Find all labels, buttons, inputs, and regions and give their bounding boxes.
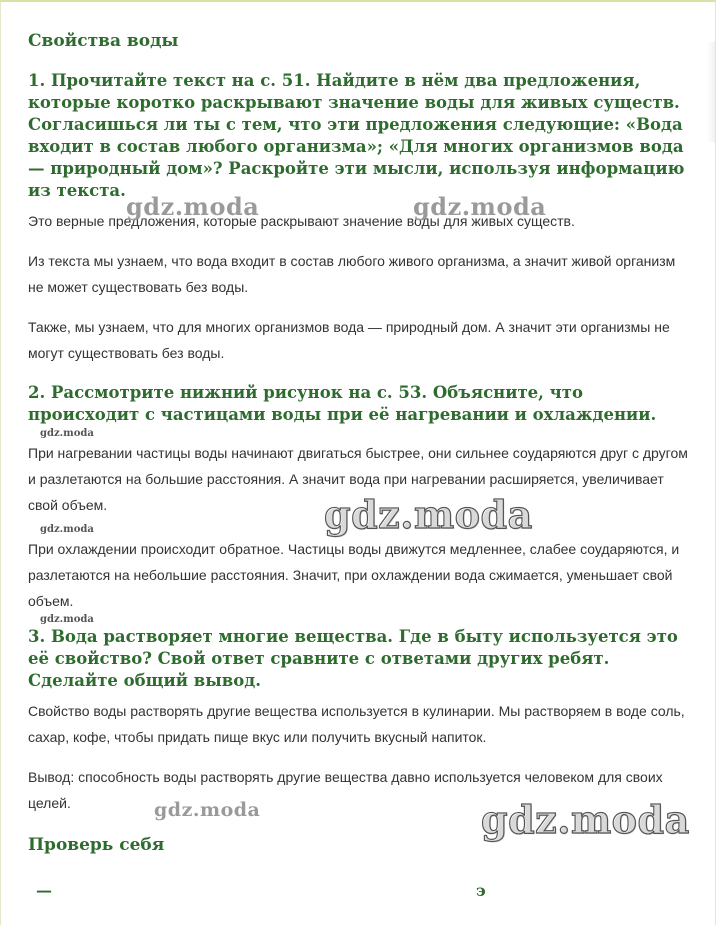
watermark-logo-large: gdz.moda [481,797,690,842]
answer-3-paragraph-1: Свойство воды растворять другие вещества используется в кулинарии. Мы растворяем в воде соль, сахар, кофе, чтобы придать пище вкус или получить вкусный напиток. [28,703,685,745]
page-title: Свойства воды [28,31,179,51]
watermark-logo: gdz.moda [154,799,261,821]
page-edge-shadow [707,42,715,142]
answer-2-paragraph-2: При охлаждении происходит обратное. Частицы воды движутся медленнее, слабее соударяются, и разлетаются на небольшие расстояния. Значит, при охлаждении вода сжимается, уменьшает свой объем. [28,541,680,609]
check-yourself-heading: Проверь себя [28,835,165,855]
answer-3-paragraph-2: Вывод: способность воды растворять другие вещества давно используется человеком для своих целей. [28,769,663,811]
watermark-small: gdz.moda [40,428,94,439]
answer-1-paragraph-1: Это верные предложения, которые раскрывают значение воды для живых существ. [28,213,575,229]
question-3-heading: 3. Вода растворяет многие вещества. Где в быту используется это её свойство? Свой ответ сравните с ответами других ребят. Сделайте общий вывод. [28,627,678,690]
question-1-heading: 1. Прочитайте текст на с. 51. Найдите в нём два предложения, которые коротко раскрывают значение воды для живых существ. Согласишься ли ты с тем, что эти предложения следующие: «Вода входит в состав любого организма»; «Для многих организмов вода — природный дом»? Раскройте эти мысли, используя информацию из текста. [28,71,685,200]
watermark-logo: gdz.moda [126,192,260,221]
answer-2-paragraph-1: При нагревании частицы воды начинают двигаться быстрее, они сильнее соударяются друг с другом и разлетаются на большие расстояния. А значит вода при нагревании расширяется, увеличивает свой объем. [28,445,688,513]
cut-off-text-line: — э [36,881,486,900]
answer-1-paragraph-2: Из текста мы узнаем, что вода входит в состав любого живого организма, а значит живой организм не может существовать без воды. [28,253,676,295]
watermark-logo-large: gdz.moda [324,492,533,537]
watermark-logo: gdz.moda [413,192,547,221]
watermark-small: gdz.moda [40,614,94,625]
question-2-heading: 2. Рассмотрите нижний рисунок на с. 53. Объясните, что происходит с частицами воды при её нагревании и охлаждении. [28,383,657,424]
article-content [28,30,692,856]
watermark-small: gdz.moda [40,524,94,535]
answer-1-paragraph-3: Также, мы узнаем, что для многих организмов вода — природный дом. А значит эти организмы не могут существовать без воды. [28,319,670,361]
